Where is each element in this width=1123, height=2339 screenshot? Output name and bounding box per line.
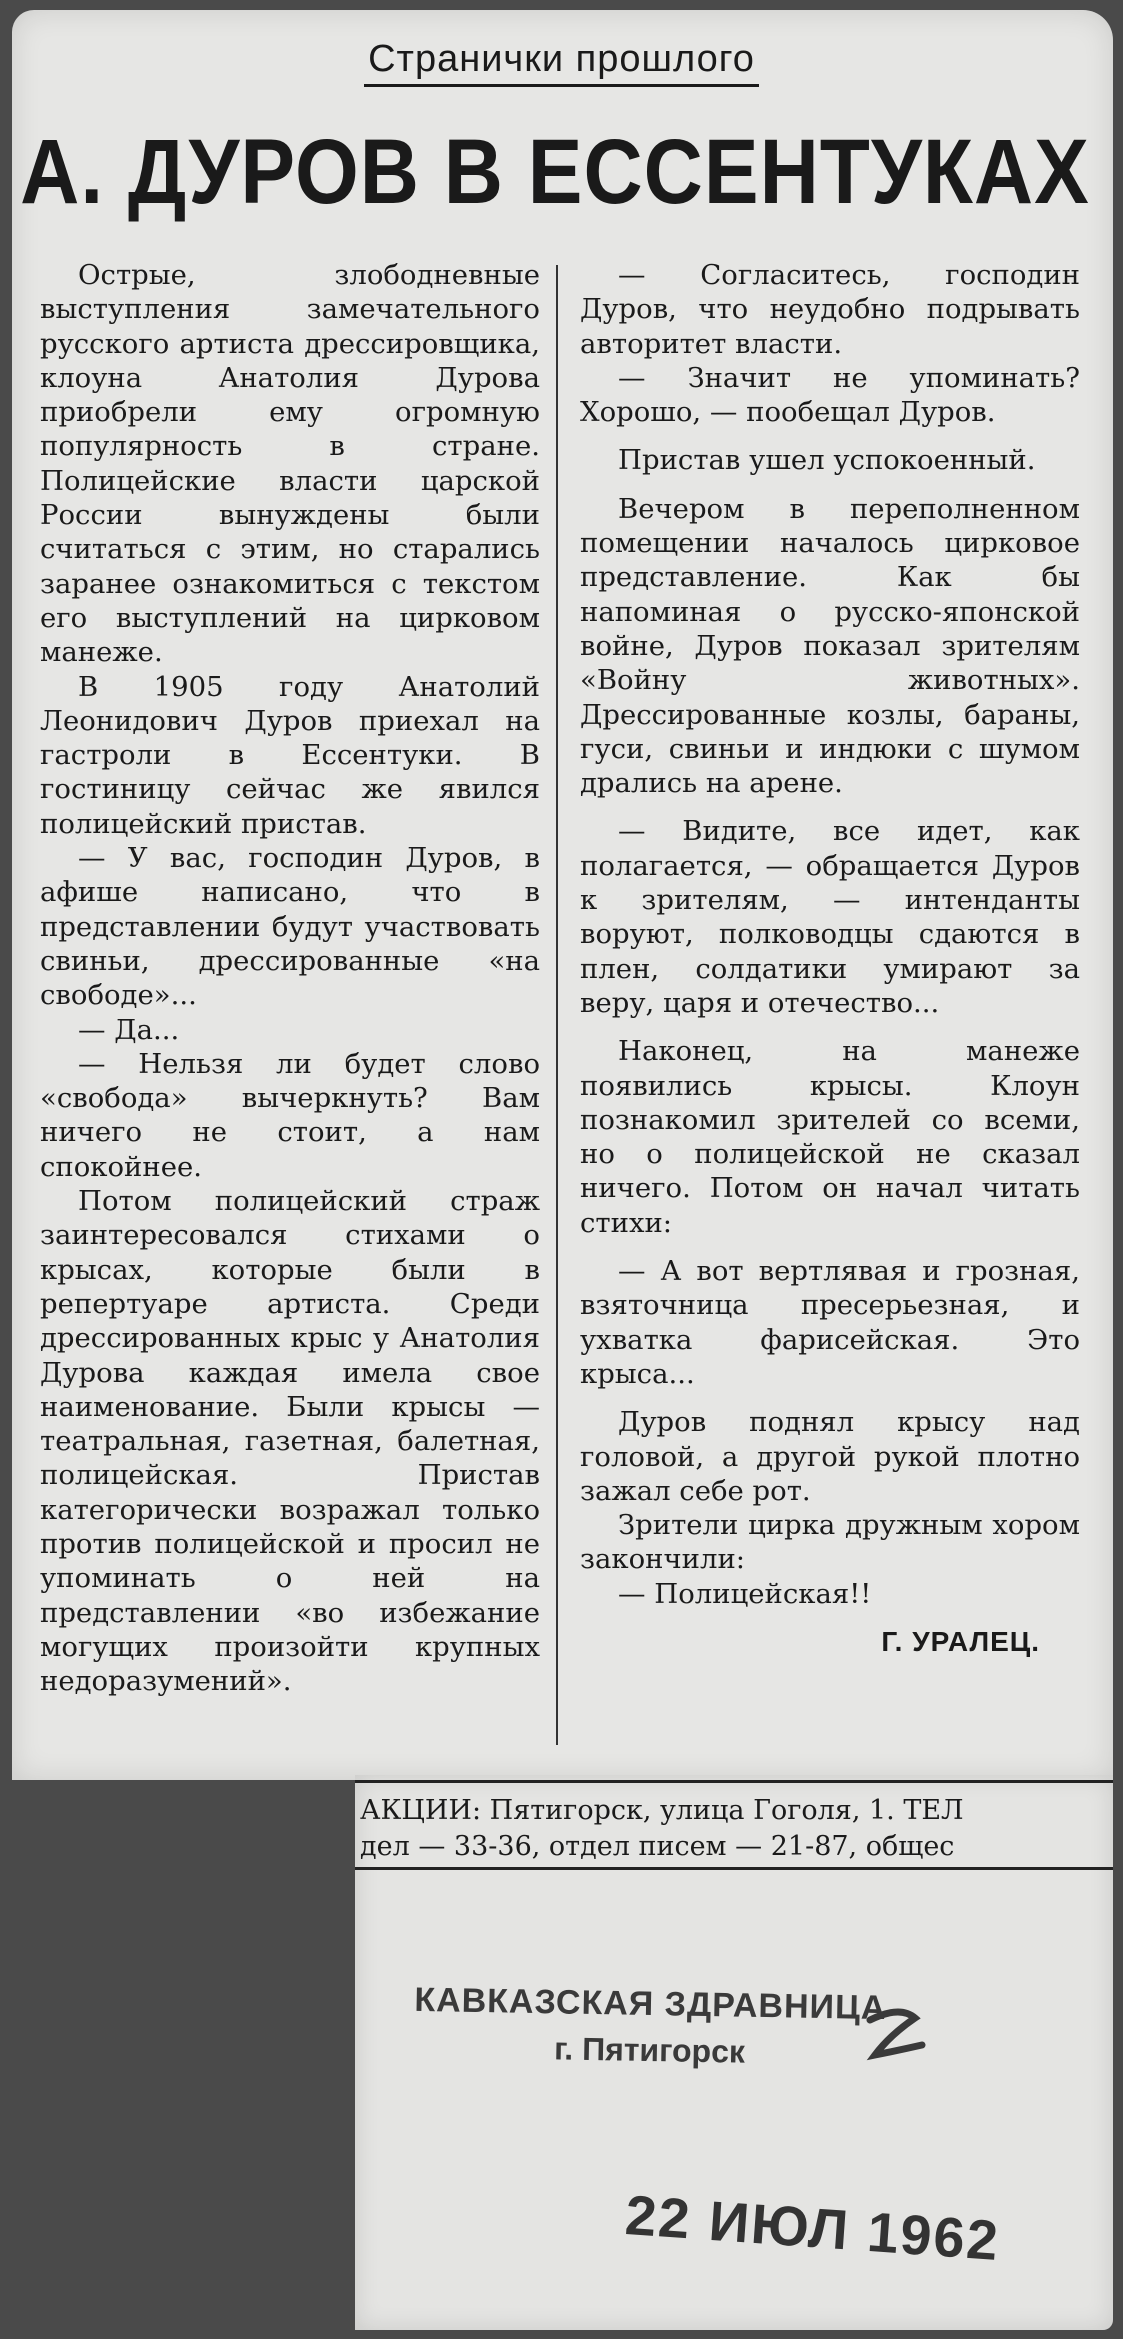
stamp-line: г. Пятигорск [553,2030,746,2070]
paragraph: Острые, злободневные выступления замечательного русского артиста дрессировщика, клоуна Анатолия Дурова приобрели ему огромную популярность в стране. Полицейские власти царской России вынуждены были считаться с этим, но старались заранее ознакомиться с текстом его выступлений на цирковом манеже. [40,259,540,669]
column-divider [556,265,558,1745]
stamp-line: КАВКАЗСКАЯ ЗДРАВНИЦА [414,1980,887,2028]
editorial-address-strip [355,1780,1113,1870]
paragraph: — Значит не упоминать? Хорошо, — пообещал Дуров. [580,361,1080,429]
right-column [580,258,1080,1659]
rubric-text: Странички прошлого [364,38,759,87]
headline: А. ДУРОВ В ЕССЕНТУКАХ [20,121,1090,224]
paragraph: — Видите, все идет, как полагается, — обращается Дуров к зрителям, — интенданты воруют, полководцы сдаются в плен, солдатики умирают за веру, царя и отечество... [580,815,1080,1019]
paragraph: Вечером в переполненном помещении началось цирковое представление. Как бы напоминая о русско-японской войне, Дуров показал зрителям «Войну животных». Дрессированные козлы, бараны, гуси, свиньи и индюки с шумом дрались на арене. [580,492,1080,800]
footer-line: АКЦИИ: Пятигорск, улица Гоголя, 1. ТЕЛ [360,1795,964,1826]
paragraph: — У вас, господин Дуров, в афише написано, что в представлении будут участвовать свиньи, дрессированные «на свободе»... [40,842,540,1012]
paragraph: — Согласитесь, господин Дуров, что неудобно подрывать авторитет власти. [580,259,1080,360]
author-signature: Г. УРАЛЕЦ. [881,1625,1040,1657]
paragraph: — Полицейская!! [618,1577,872,1610]
paragraph: — Нельзя ли будет слово «свобода» вычеркнуть? Вам ничего не стоит, а нам спокойнее. [40,1047,540,1183]
left-column [40,258,540,1698]
paragraph: — Да... [78,1013,180,1046]
newspaper-stamp [379,1980,920,2073]
footer-line: дел — 33-36, отдел писем — 21-87, общес [360,1831,955,1862]
paragraph: Дуров поднял крысу над головой, а другой рукой плотно зажал себе рот. [580,1406,1080,1507]
paragraph: Потом полицейский страж заинтересовался стихами о крысах, которые были в репертуаре артиста. Среди дрессированных крыс у Анатолия Дурова каждая имела свое наименование. Были крысы — театральная, газетная, балетная, полицейская. Пристав категорически возражал только против полицейской и просил не упоминать о ней на представлении «во избежание могущих произойти крупных недоразумений». [40,1185,540,1698]
paragraph: Пристав ушел успокоенный. [618,444,1036,477]
paragraph: Наконец, на манеже появились крысы. Клоун познакомил зрителей со всеми, но о полицейской не сказал ничего. Потом он начал читать стихи: [580,1035,1080,1239]
paragraph: Зрители цирка дружным хором закончили: [580,1509,1080,1576]
paragraph: В 1905 году Анатолий Леонидович Дуров приехал на гастроли в Ессентуки. В гостиницу сейчас же явился полицейский пристав. [40,670,540,840]
paragraph: — А вот вертлявая и грозная, взяточница пресерьезная, и ухватка фарисейская. Это крыса... [580,1255,1080,1390]
date-stamp: 22 ИЮЛ 1962 [623,2182,1002,2273]
rubric-title [0,38,1123,81]
stamp-scribble-icon [860,2000,930,2070]
